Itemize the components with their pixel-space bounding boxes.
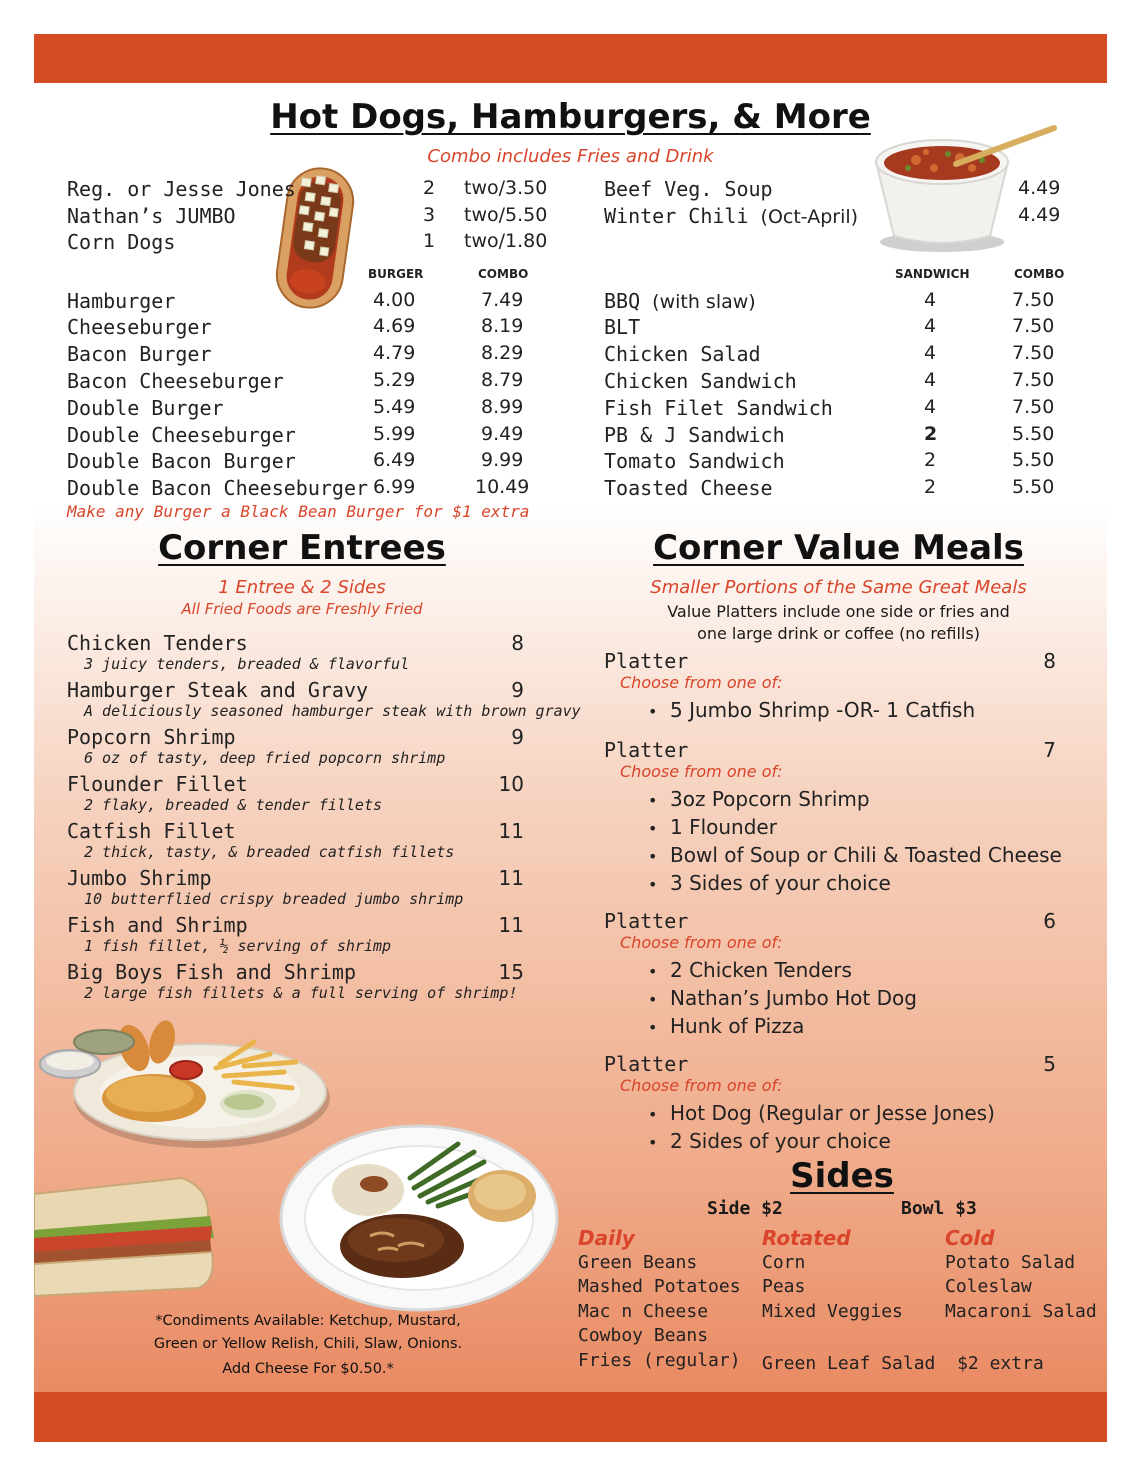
entree-price: 10	[498, 772, 524, 796]
item-name: Nathan’s JUMBO	[67, 204, 236, 228]
entree-name: Fish and Shrimp	[67, 913, 248, 937]
burger-price: 4.00	[373, 289, 416, 311]
sandwich-price: 4	[924, 342, 937, 364]
combo-price: 8.19	[481, 315, 524, 337]
item-name: Bacon Cheeseburger	[67, 369, 284, 393]
platter-options	[648, 957, 1056, 1041]
combo-column-head-right: COMBO	[1014, 267, 1065, 281]
item-name: Chicken Salad	[604, 342, 761, 366]
combo-price: 7.49	[481, 289, 524, 311]
entree-price: 9	[511, 725, 524, 749]
platter-option: • 3 Sides of your choice	[648, 870, 1056, 898]
platter-options	[648, 1100, 1056, 1156]
value-desc: Value Platters include one side or fries and	[667, 602, 1010, 621]
burger-column-head: BURGER	[368, 267, 424, 281]
item-name: Double Cheeseburger	[67, 423, 296, 447]
burger-price: 5.99	[373, 423, 416, 445]
item-name: Tomato Sandwich	[604, 449, 785, 473]
soup-name: Beef Veg. Soup	[604, 177, 773, 201]
platter-options	[648, 786, 1062, 898]
item-name: Double Bacon Burger	[67, 449, 296, 473]
platter-item	[604, 649, 1056, 725]
sides-heading: Rotated	[762, 1226, 851, 1250]
item-price: 4.49	[1018, 177, 1061, 199]
item-price: 3	[423, 204, 436, 226]
platter-option: • 2 Chicken Tenders	[648, 957, 1056, 985]
platter-name: Platter	[604, 738, 689, 762]
platter-option: • Nathan’s Jumbo Hot Dog	[648, 985, 1056, 1013]
entree-desc: 2 thick, tasty, & breaded catfish fillets	[84, 843, 455, 861]
side-item: Cowboy Beans	[578, 1325, 709, 1346]
entree-desc: A deliciously seasoned hamburger steak with brown gravy	[84, 702, 581, 720]
item-name: PB & J Sandwich	[604, 423, 785, 447]
entree-price: 11	[498, 866, 524, 890]
sandwich-price: 4	[924, 289, 937, 311]
sides-heading: Daily	[578, 1226, 635, 1250]
combo-price: 7.50	[1012, 315, 1055, 337]
combo-price: 8.79	[481, 369, 524, 391]
entree-price: 11	[498, 913, 524, 937]
item-name: Toasted Cheese	[604, 476, 773, 500]
item-deal: two/1.80	[464, 230, 548, 252]
entree-name: Jumbo Shrimp	[67, 866, 212, 890]
entree-price: 15	[498, 960, 524, 984]
black-bean-note: Make any Burger a Black Bean Burger for $1 extra	[67, 502, 530, 521]
entree-desc: 2 flaky, breaded & tender fillets	[84, 796, 383, 814]
item-price: 4.49	[1018, 204, 1061, 226]
entree-name: Chicken Tenders	[67, 631, 248, 655]
combo-price: 8.29	[481, 342, 524, 364]
sides-heading: Cold	[945, 1226, 995, 1250]
item-name: Hamburger	[67, 289, 176, 313]
item-name: Corn Dogs	[67, 230, 176, 254]
item-name	[604, 289, 756, 313]
value-meals-title: Corner Value Meals	[653, 528, 1024, 568]
platter-name: Platter	[604, 909, 689, 933]
steak-plate-photo	[278, 1118, 560, 1312]
entree-price: 11	[498, 819, 524, 843]
item-name: Reg. or Jesse Jones	[67, 177, 296, 201]
bottom-band	[34, 1392, 1107, 1442]
side-item: Mixed Veggies	[762, 1300, 903, 1322]
entree-name: Catfish Fillet	[67, 819, 236, 843]
sandwich-price: 4	[924, 315, 937, 337]
platter-name: Platter	[604, 649, 689, 673]
side-item: Fries (regular)	[578, 1349, 741, 1371]
platter-item	[604, 1052, 1056, 1156]
platter-option: • 1 Flounder	[648, 814, 1056, 842]
platter-price: 6	[1043, 909, 1056, 933]
burger-price: 6.99	[373, 476, 416, 498]
burger-price: 4.69	[373, 315, 416, 337]
sides-cold	[945, 1226, 1097, 1324]
platter-item	[604, 909, 1056, 1041]
combo-price: 7.50	[1012, 342, 1055, 364]
platter-price: 5	[1043, 1052, 1056, 1076]
platter-option: • Hunk of Pizza	[648, 1013, 1056, 1041]
entree-desc: 10 butterflied crispy breaded jumbo shrimp	[84, 890, 464, 908]
sandwich-price: 2	[924, 449, 937, 471]
platter-name: Platter	[604, 1052, 689, 1076]
entree-name: Flounder Fillet	[67, 772, 248, 796]
item-name: Chicken Sandwich	[604, 369, 797, 393]
side-item: Coleslaw	[945, 1276, 1032, 1297]
bowl-price: Bowl $3	[901, 1198, 977, 1219]
platter-price: 7	[1043, 738, 1056, 762]
platter-choose: Choose from one of:	[620, 673, 783, 692]
combo-price: 5.50	[1012, 476, 1055, 498]
entrees-fried-note: All Fried Foods are Freshly Fried	[181, 600, 423, 618]
sandwich-price: 4	[924, 369, 937, 391]
combo-subtitle: Combo includes Fries and Drink	[427, 146, 714, 167]
sandwich-column-head: SANDWICH	[895, 267, 970, 281]
item-name	[604, 204, 858, 228]
entree-desc: 1 fish fillet, ½ serving of shrimp	[84, 937, 392, 955]
combo-price: 5.50	[1012, 449, 1055, 471]
platter-option: • 5 Jumbo Shrimp -OR- 1 Catfish	[648, 697, 1056, 725]
platter-option: • 2 Sides of your choice	[648, 1128, 1056, 1156]
entree-desc: 6 oz of tasty, deep fried popcorn shrimp	[84, 749, 446, 767]
item-name: Double Bacon Cheeseburger	[67, 476, 369, 500]
item-deal: two/5.50	[464, 204, 548, 226]
platter-choose: Choose from one of:	[620, 933, 783, 952]
item-deal: two/3.50	[464, 177, 548, 199]
combo-price: 5.50	[1012, 423, 1055, 445]
entrees-title: Corner Entrees	[158, 528, 446, 568]
sandwich-name: BBQ	[604, 289, 641, 313]
value-subtitle: Smaller Portions of the Same Great Meals	[650, 577, 1027, 598]
item-name: Bacon Burger	[67, 342, 212, 366]
platter-option: • 3oz Popcorn Shrimp	[648, 786, 1056, 814]
entree-desc: 2 large fish fillets & a full serving of shrimp!	[84, 984, 518, 1002]
green-salad-note: Green Leaf Salad $2 extra	[762, 1353, 1044, 1374]
burger-price: 5.49	[373, 396, 416, 418]
combo-price: 9.99	[481, 449, 524, 471]
condiments-line: *Condiments Available: Ketchup, Mustard,	[155, 1313, 461, 1329]
platter-options	[648, 697, 1056, 725]
item-price: 1	[423, 230, 436, 252]
item-name	[604, 177, 773, 201]
sandwich-price: 4	[924, 396, 937, 418]
burger-price: 5.29	[373, 369, 416, 391]
item-name: Cheeseburger	[67, 315, 212, 339]
side-item: Mashed Potatoes	[578, 1276, 741, 1297]
soup-name: Winter Chili	[604, 204, 749, 228]
sandwich-price: 2	[924, 423, 938, 445]
entrees-subtitle: 1 Entree & 2 Sides	[218, 577, 386, 598]
side-item: Peas	[762, 1276, 806, 1297]
sides-title: Sides	[790, 1156, 894, 1196]
side-price: Side $2	[707, 1198, 783, 1219]
sandwich-note: (with slaw)	[652, 291, 756, 313]
soup-note: (Oct-April)	[760, 206, 859, 228]
item-name: Double Burger	[67, 396, 224, 420]
sides-rotated	[762, 1226, 903, 1324]
side-item: Macaroni Salad	[945, 1300, 1097, 1322]
entree-price: 9	[511, 678, 524, 702]
value-desc: one large drink or coffee (no refills)	[697, 624, 980, 643]
entree-desc: 3 juicy tenders, breaded & flavorful	[84, 655, 410, 673]
platter-choose: Choose from one of:	[620, 762, 783, 781]
combo-price: 9.49	[481, 423, 524, 445]
platter-choose: Choose from one of:	[620, 1076, 783, 1095]
platter-option: • Hot Dog (Regular or Jesse Jones)	[648, 1100, 1056, 1128]
condiments-note	[108, 1310, 508, 1381]
sides-daily	[578, 1226, 741, 1373]
entree-name: Big Boys Fish and Shrimp	[67, 960, 356, 984]
item-name: BLT	[604, 315, 641, 339]
side-item: Potato Salad	[945, 1251, 1076, 1273]
condiments-line: Green or Yellow Relish, Chili, Slaw, Onions.	[153, 1336, 463, 1352]
burger-price: 4.79	[373, 342, 416, 364]
menu-page	[34, 34, 1107, 1442]
sandwich-photo	[34, 1174, 214, 1298]
entree-name: Hamburger Steak and Gravy	[67, 678, 369, 702]
burger-price: 6.49	[373, 449, 416, 471]
item-name: Fish Filet Sandwich	[604, 396, 833, 420]
sandwich-price: 2	[924, 476, 937, 498]
side-item: Green Beans	[578, 1251, 698, 1273]
combo-price: 7.50	[1012, 369, 1055, 391]
platter-option: • Bowl of Soup or Chili & Toasted Cheese	[648, 842, 1056, 870]
condiments-line: Add Cheese For $0.50.*	[222, 1361, 394, 1377]
item-price: 2	[423, 177, 436, 199]
platter-item	[604, 738, 1062, 898]
combo-price: 7.50	[1012, 396, 1055, 418]
combo-price: 10.49	[475, 476, 530, 498]
hot-dogs-title: Hot Dogs, Hamburgers, & More	[270, 97, 871, 137]
platter-price: 8	[1043, 649, 1056, 673]
entree-price: 8	[511, 631, 524, 655]
side-item: Mac n Cheese	[578, 1300, 709, 1322]
combo-price: 8.99	[481, 396, 524, 418]
combo-price: 7.50	[1012, 289, 1055, 311]
side-item: Corn	[762, 1251, 806, 1273]
combo-column-head: COMBO	[478, 267, 529, 281]
top-band	[34, 34, 1107, 83]
entree-name: Popcorn Shrimp	[67, 725, 236, 749]
